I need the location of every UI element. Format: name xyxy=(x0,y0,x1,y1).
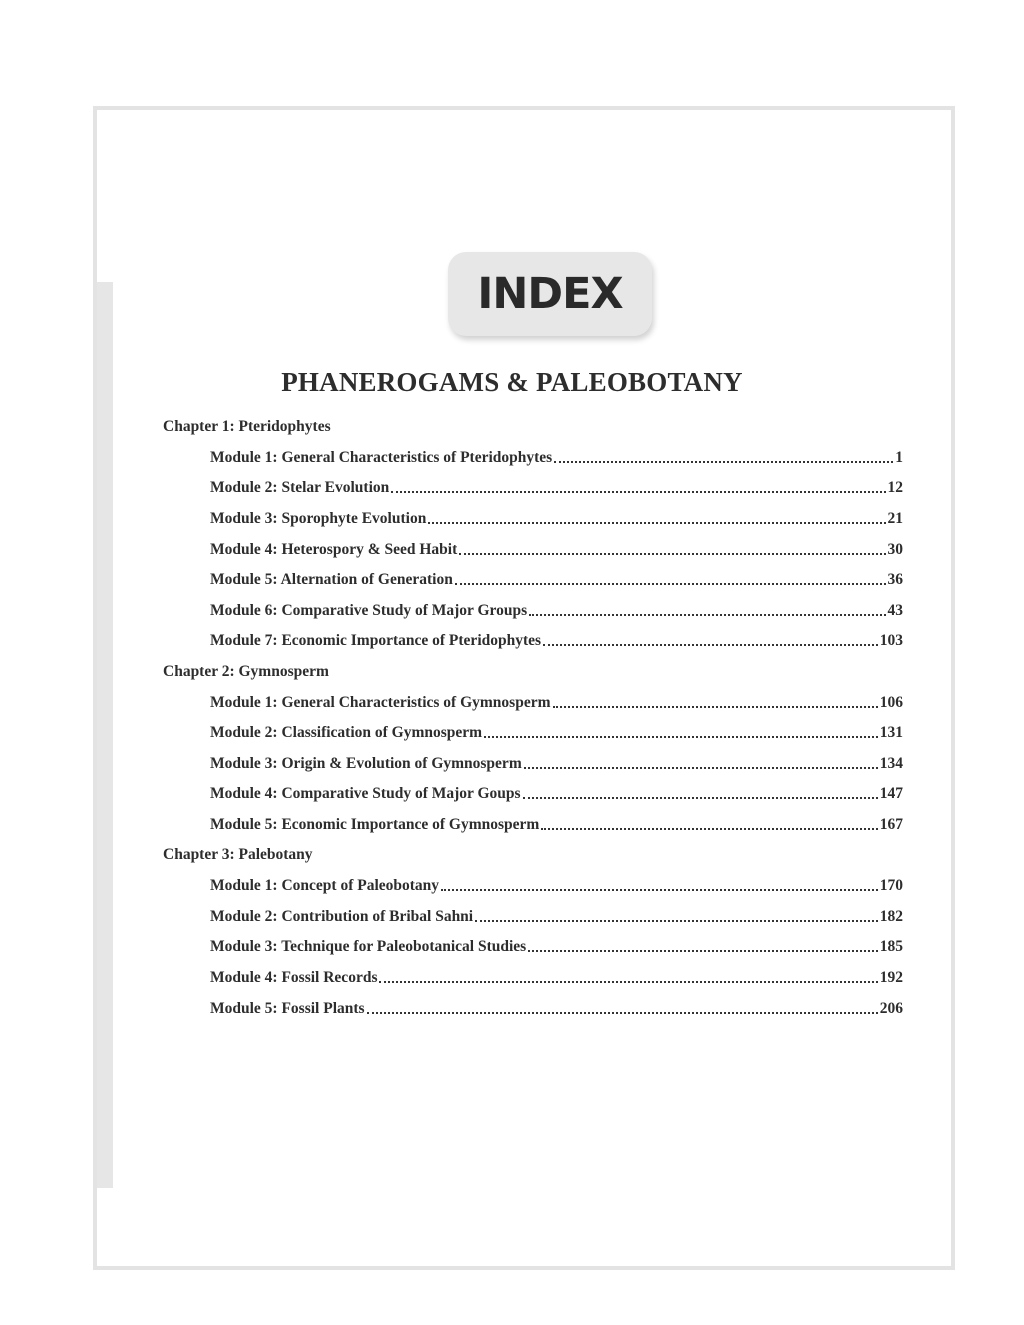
module-title: Module 3: Technique for Paleobotanical Studies xyxy=(210,938,527,956)
toc-entry xyxy=(210,963,903,994)
page-number: 30 xyxy=(887,540,903,558)
toc-entry xyxy=(210,687,903,718)
page-number: 12 xyxy=(887,479,903,497)
module-title: Module 4: Comparative Study of Major Goups xyxy=(210,785,521,803)
toc-entry xyxy=(210,626,903,657)
dot-leader xyxy=(543,644,878,646)
dot-leader xyxy=(484,736,878,738)
dot-leader xyxy=(391,491,885,493)
toc-entry xyxy=(210,932,903,963)
page-number: 134 xyxy=(879,754,903,772)
page-number: 103 xyxy=(879,632,903,650)
module-title: Module 5: Alternation of Generation xyxy=(210,571,453,589)
module-title: Module 4: Heterospory & Seed Habit xyxy=(210,540,458,558)
dot-leader xyxy=(441,889,878,891)
module-title: Module 2: Stelar Evolution xyxy=(210,479,390,497)
table-of-contents xyxy=(163,412,903,1024)
page-number: 167 xyxy=(879,816,903,834)
page-number: 192 xyxy=(879,968,903,986)
module-title: Module 2: Classification of Gymnosperm xyxy=(210,724,483,742)
module-title: Module 5: Fossil Plants xyxy=(210,999,365,1017)
module-title: Module 1: General Characteristics of Pteridophytes xyxy=(210,448,553,466)
module-title: Module 7: Economic Importance of Pteridophytes xyxy=(210,632,542,650)
index-badge xyxy=(448,252,652,336)
module-title: Module 5: Economic Importance of Gymnosperm xyxy=(210,816,540,834)
module-title: Module 3: Sporophyte Evolution xyxy=(210,510,427,528)
page-number: 43 xyxy=(887,601,903,619)
toc-entry xyxy=(210,534,903,565)
toc-entry xyxy=(210,596,903,627)
dot-leader xyxy=(459,553,885,555)
book-title: PHANEROGAMS & PALEOBOTANY xyxy=(281,367,743,397)
index-label: INDEX xyxy=(477,269,623,319)
toc-entry xyxy=(210,443,903,474)
toc-entry xyxy=(210,810,903,841)
page-number: 1 xyxy=(895,448,903,466)
dot-leader xyxy=(524,767,878,769)
module-title: Module 3: Origin & Evolution of Gymnosperm xyxy=(210,754,522,772)
dot-leader xyxy=(379,981,877,983)
toc-entry xyxy=(210,718,903,749)
chapter-heading: Chapter 2: Gymnosperm xyxy=(163,662,329,680)
page-number: 21 xyxy=(887,510,903,528)
page-number: 185 xyxy=(879,938,903,956)
dot-leader xyxy=(541,828,877,830)
dot-leader xyxy=(523,797,878,799)
module-title: Module 2: Contribution of Bribal Sahni xyxy=(210,907,474,925)
toc-entry xyxy=(210,749,903,780)
toc-entry xyxy=(210,902,903,933)
page-number: 170 xyxy=(879,877,903,895)
module-title: Module 1: General Characteristics of Gymnosperm xyxy=(210,693,551,711)
page-number: 131 xyxy=(879,724,903,742)
dot-leader xyxy=(529,614,885,616)
toc-entry xyxy=(210,473,903,504)
page-number: 206 xyxy=(879,999,903,1017)
toc-entry xyxy=(210,565,903,596)
page-number: 36 xyxy=(887,571,903,589)
toc-entry xyxy=(210,993,903,1024)
dot-leader xyxy=(475,920,878,922)
toc-entry xyxy=(210,871,903,902)
dot-leader xyxy=(455,583,886,585)
toc-entry xyxy=(210,504,903,535)
module-title: Module 4: Fossil Records xyxy=(210,968,378,986)
page-number: 147 xyxy=(879,785,903,803)
dot-leader xyxy=(553,706,878,708)
chapter-heading: Chapter 1: Pteridophytes xyxy=(163,418,331,435)
toc-entry xyxy=(210,779,903,810)
dot-leader xyxy=(367,1012,878,1014)
dot-leader xyxy=(554,461,893,463)
chapter-heading: Chapter 3: Palebotany xyxy=(163,846,313,864)
dot-leader xyxy=(528,950,878,952)
page-number: 106 xyxy=(879,693,903,711)
module-title: Module 6: Comparative Study of Major Groups xyxy=(210,601,528,619)
dot-leader xyxy=(428,522,885,524)
page-number: 182 xyxy=(879,907,903,925)
module-title: Module 1: Concept of Paleobotany xyxy=(210,877,440,895)
side-bar-decoration xyxy=(97,282,113,1188)
